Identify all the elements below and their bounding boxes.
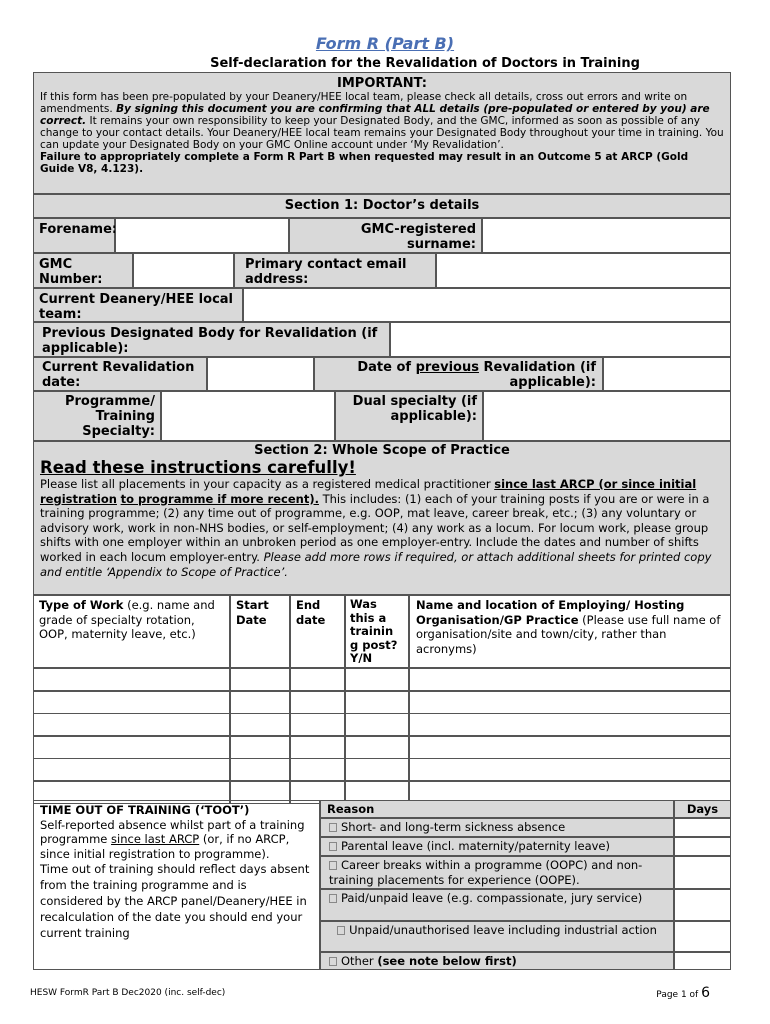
dual-field[interactable] (483, 391, 731, 441)
start-cell[interactable] (230, 736, 290, 759)
checkbox-icon[interactable] (329, 957, 337, 966)
checkbox-icon[interactable] (329, 823, 337, 832)
read-instructions-heading: Read these instructions carefully! (40, 458, 356, 477)
start-cell[interactable] (230, 758, 290, 781)
col-org-header: Name and location of Employing/ Hosting Organisation/GP Practice (Please use full name of organisation/site and town/city, rather than acronyms) (409, 595, 731, 668)
reason-unauthorised[interactable]: Unpaid/unauthorised leave including industrial action (320, 921, 674, 952)
end-cell[interactable] (290, 691, 345, 714)
end-cell[interactable] (290, 713, 345, 736)
start-cell[interactable] (230, 668, 290, 691)
days-paid-unpaid[interactable] (674, 889, 731, 921)
dual-label: Dual specialty (if applicable): (335, 391, 483, 441)
type-cell[interactable] (33, 713, 230, 736)
org-cell[interactable] (409, 736, 731, 759)
toot-heading: TIME OUT OF TRAINING (‘TOOT’) (40, 803, 250, 817)
col-training-header: Was this a trainin g post? Y/N (345, 595, 409, 668)
email-field[interactable] (436, 253, 731, 288)
days-career-break[interactable] (674, 856, 731, 889)
days-unauthorised[interactable] (674, 921, 731, 952)
footer-page-number: Page 1 of 6 (656, 985, 710, 1001)
gmc-number-label: GMC Number: (33, 253, 133, 288)
training-cell[interactable] (345, 668, 409, 691)
type-cell[interactable] (33, 691, 230, 714)
email-label: Primary contact email address: (234, 253, 436, 288)
checkbox-icon[interactable] (329, 842, 337, 851)
type-cell[interactable] (33, 668, 230, 691)
checkbox-icon[interactable] (337, 926, 345, 935)
checkbox-icon[interactable] (329, 861, 337, 870)
end-cell[interactable] (290, 668, 345, 691)
gmc-number-field[interactable] (133, 253, 234, 288)
prev-reval-field[interactable] (603, 357, 731, 391)
section2-instructions: Please list all placements in your capacity as a registered medical practitioner since last ARCP (or since initial registration to programme if more recent). This includes: (1) each of your training posts if you are or were in a training programme; (2) any time out of programme, e.g. OOP, mat leave, career break, etc.; (3) any voluntary or advisory work, work in non-NHS bodies, or self-employment; (4) any work as a locum. For locum work, please group shifts with one employer within an unbroken period as one employer-entry. Include the dates and number of shifts worked in each locum employer-entry. Please add more rows if required, or attach additional sheets for printed copy and entitle ‘Appendix to Scope of Practice’. (40, 477, 712, 579)
deanery-label: Current Deanery/HEE local team: (33, 288, 243, 322)
prev-body-field[interactable] (390, 322, 731, 357)
important-text: If this form has been pre-populated by your Deanery/HEE local team, please check all details, cross out errors and write on amendments. By signing this document you are confirming that ALL details (pre-populated or entered by you) are correct. It remains your own responsibility to keep your Designated Body, and the GMC, informed as soon as possible of any change to your contact details. Your Deanery/HEE local team remains your Designated Body throughout your time in training. You can update your Designated Body on your GMC Online account under ‘My Revalidation’. (40, 91, 724, 151)
toot-description: Self-reported absence whilst part of a training programme since last ARCP (or, if no ARCP, since initial registration to programme). (40, 817, 305, 861)
training-cell[interactable] (345, 736, 409, 759)
days-sickness[interactable] (674, 818, 731, 837)
gmc-surname-field[interactable] (482, 218, 731, 253)
training-cell[interactable] (345, 758, 409, 781)
end-cell[interactable] (290, 736, 345, 759)
reason-header: Reason (320, 800, 674, 818)
reason-career-break[interactable]: Career breaks within a programme (OOPC) and non-training placements for experience (OOPE). (320, 856, 674, 889)
important-heading: IMPORTANT: (337, 76, 427, 91)
org-cell[interactable] (409, 758, 731, 781)
org-cell[interactable] (409, 691, 731, 714)
days-header: Days (674, 800, 731, 818)
col-type-header: Type of Work (e.g. name and grade of specialty rotation, OOP, maternity leave, etc.) (33, 595, 230, 668)
important-warning: Failure to appropriately complete a Form R Part B when requested may result in an Outcome 5 at ARCP (Gold Guide V8, 4.123). (40, 151, 689, 175)
current-reval-label: Current Revalidation date: (33, 357, 207, 391)
reason-parental[interactable]: Parental leave (incl. maternity/paternity leave) (320, 837, 674, 856)
reason-other[interactable]: Other (see note below first) (320, 952, 674, 970)
days-other[interactable] (674, 952, 731, 970)
start-cell[interactable] (230, 713, 290, 736)
reason-paid-unpaid[interactable]: Paid/unpaid leave (e.g. compassionate, jury service) (320, 889, 674, 921)
programme-label: Programme/ Training Specialty: (33, 391, 161, 441)
type-cell[interactable] (33, 758, 230, 781)
prev-reval-label: Date of previous Revalidation (if applicable): (314, 357, 603, 391)
type-cell[interactable] (33, 736, 230, 759)
toot-left (33, 800, 320, 970)
start-cell[interactable] (230, 691, 290, 714)
toot-explanation: Time out of training should reflect days absent from the training programme and is considered by the ARCP panel/Deanery/HEE in recalculation of the date you should end your current training (40, 862, 310, 941)
forename-label: Forename: (33, 218, 115, 253)
reason-sickness[interactable]: Short- and long-term sickness absence (320, 818, 674, 837)
col-start-header: Start Date (230, 595, 290, 668)
deanery-field[interactable] (243, 288, 731, 322)
form-title: Form R (Part B) (315, 34, 455, 53)
section2-box (33, 441, 731, 595)
training-cell[interactable] (345, 713, 409, 736)
end-cell[interactable] (290, 758, 345, 781)
section1-heading: Section 1: Doctor’s details (33, 194, 731, 218)
current-reval-field[interactable] (207, 357, 314, 391)
gmc-surname-label: GMC-registered surname: (289, 218, 482, 253)
org-cell[interactable] (409, 668, 731, 691)
training-cell[interactable] (345, 691, 409, 714)
forename-field[interactable] (115, 218, 289, 253)
col-end-header: End date (290, 595, 345, 668)
important-box (33, 72, 731, 194)
prev-body-label: Previous Designated Body for Revalidation (if applicable): (33, 322, 390, 357)
org-cell[interactable] (409, 713, 731, 736)
section2-heading: Section 2: Whole Scope of Practice (254, 443, 510, 458)
form-subtitle: Self-declaration for the Revalidation of Doctors in Training (210, 56, 640, 71)
footer-document-id: HESW FormR Part B Dec2020 (inc. self-dec) (30, 988, 226, 998)
programme-field[interactable] (161, 391, 335, 441)
checkbox-icon[interactable] (329, 894, 337, 903)
days-parental[interactable] (674, 837, 731, 856)
